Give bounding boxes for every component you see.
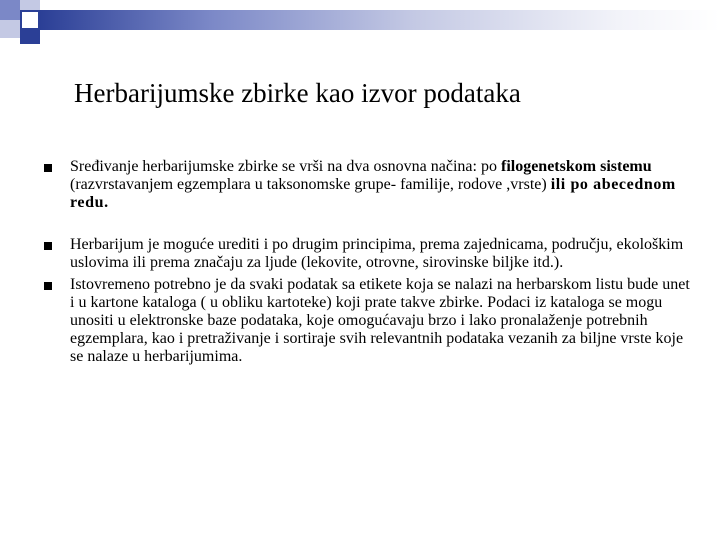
- bullet-text: Herbarijum je moguće urediti i po drugim principima, prema zajednicama, području, ekološkim uslovima ili prema značaju za ljude (lekovite, otrovne, sirovinske biljke itd.).: [70, 236, 684, 271]
- bullet-square-icon: [44, 164, 52, 172]
- bullet-bold-text: filogenetskom sistemu: [500, 158, 652, 175]
- decorative-square: [20, 30, 40, 44]
- decorative-header-band: [0, 0, 720, 60]
- decorative-square: [0, 0, 20, 20]
- bullet-text: (razvrstavanjem egzemplara u taksonomske grupe- familije, rodove ,vrste): [70, 176, 551, 193]
- bullet-item: [44, 276, 694, 366]
- slide-title: Herbarijumske zbirke kao izvor podataka: [74, 78, 521, 108]
- bullet-square-icon: [44, 282, 52, 290]
- bullet-text: Istovremeno potrebno je da svaki podatak sa etikete koja se nalazi na herbarskom listu bude unet i u kartone kataloga ( u obliku kartoteke) koji prate takve zbirke. Podaci iz kataloga se mogu unositi u elektronske baze podataka, koje omogućavaju brzo i lako pronalaženje potrebnih egzemplara, kao i pretraživanje i sortiraje svih relevantnih podataka vezanih za biljne vrste koje se nalaze u herbarijumima.: [70, 276, 690, 365]
- decorative-square: [20, 0, 40, 10]
- bullet-text: Sređivanje herbarijumske zbirke se vrši na dva osnovna načina: po: [70, 158, 501, 175]
- bullet-square-icon: [44, 242, 52, 250]
- bullet-bold-text: ili po abecednom redu.: [70, 176, 676, 211]
- gradient-bar: [40, 10, 720, 30]
- decorative-square: [20, 10, 40, 30]
- decorative-square: [0, 20, 20, 38]
- bullet-item: [44, 158, 694, 212]
- bullet-item: [44, 236, 694, 272]
- bullet-list: [44, 158, 694, 366]
